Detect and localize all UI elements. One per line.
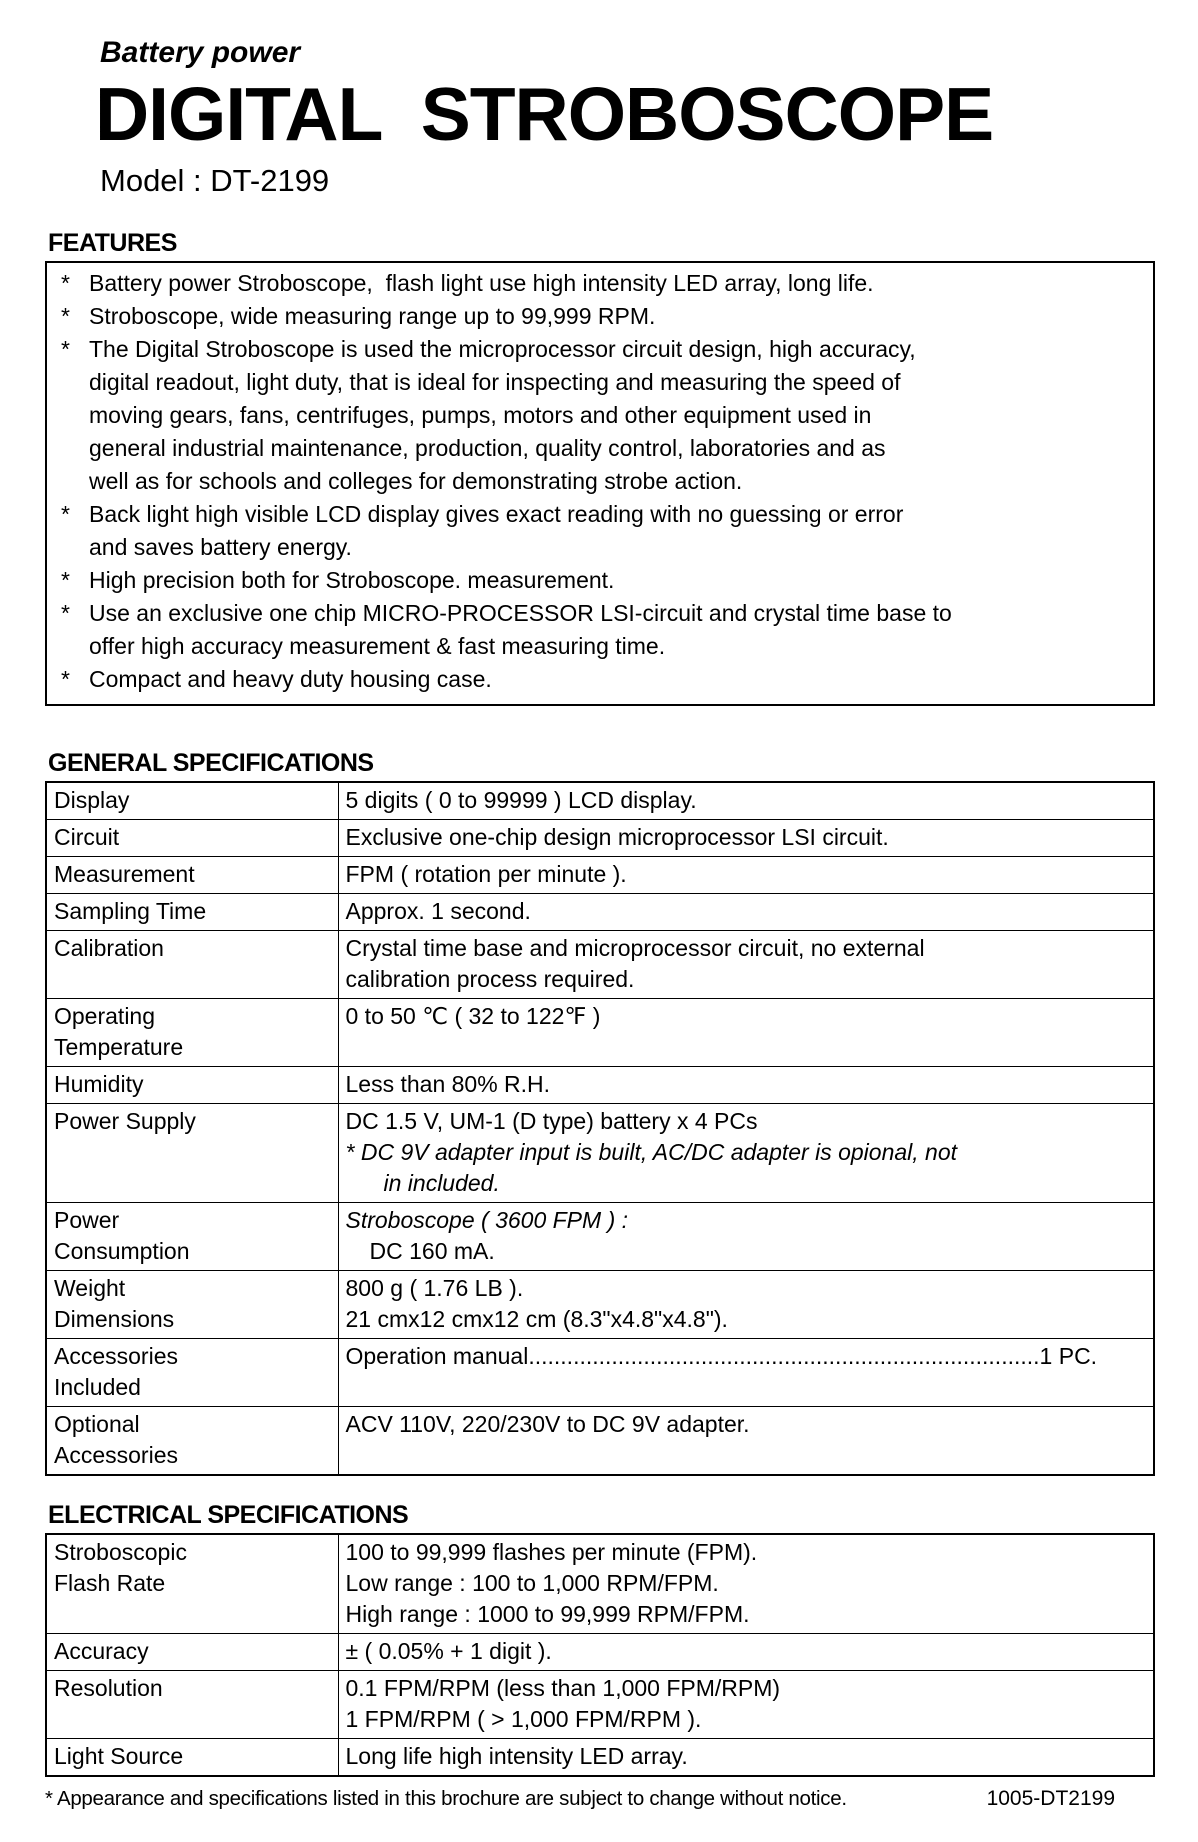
feature-line: Battery power Stroboscope, flash light use high intensity LED array, long life. <box>89 270 874 296</box>
features-box <box>45 261 1155 706</box>
spec-value-cell <box>338 1203 1154 1271</box>
spec-value-line: ± ( 0.05% + 1 digit ). <box>345 1638 552 1664</box>
spec-label-line: Sampling Time <box>54 898 207 924</box>
spec-label-cell <box>46 1203 338 1271</box>
spec-row <box>46 1534 1154 1634</box>
spec-value-line: DC 160 mA. <box>369 1238 495 1264</box>
spec-label-line: Stroboscopic <box>54 1539 187 1565</box>
spec-label-cell <box>46 1671 338 1739</box>
spec-label-cell <box>46 782 338 820</box>
spec-row <box>46 999 1154 1067</box>
feature-line: Use an exclusive one chip MICRO-PROCESSOR LSI-circuit and crystal time base to <box>89 600 952 626</box>
footer <box>45 1786 1155 1812</box>
spec-value-line: 0 to 50 ℃ ( 32 to 122℉ ) <box>345 1003 601 1029</box>
spec-row <box>46 1739 1154 1777</box>
feature-text <box>89 267 1143 300</box>
features-list <box>57 267 1143 696</box>
spec-label-line: Measurement <box>54 861 195 887</box>
feature-line: Compact and heavy duty housing case. <box>89 666 492 692</box>
model-number: Model : DT-2199 <box>100 163 330 198</box>
spec-label-line: Power <box>54 1207 120 1233</box>
spec-value-line: High range : 1000 to 99,999 RPM/FPM. <box>345 1601 750 1627</box>
spec-label-cell <box>46 857 338 894</box>
bullet-asterisk: * <box>61 567 70 593</box>
bullet-asterisk: * <box>61 666 70 692</box>
general-specifications-table <box>45 781 1155 1476</box>
feature-item <box>57 597 1143 663</box>
spec-value-cell <box>338 1271 1154 1339</box>
feature-line: offer high accuracy measurement & fast measuring time. <box>89 633 666 659</box>
spec-row <box>46 782 1154 820</box>
spec-value-line: DC 1.5 V, UM-1 (D type) battery x 4 PCs <box>345 1108 758 1134</box>
bullet-asterisk: * <box>61 501 70 527</box>
footer-disclaimer: * Appearance and specifications listed in this brochure are subject to change without notice. <box>45 1787 847 1810</box>
feature-line: The Digital Stroboscope is used the microprocessor circuit design, high accuracy, <box>89 336 916 362</box>
feature-line: High precision both for Stroboscope. measurement. <box>89 567 615 593</box>
spec-value-cell <box>338 820 1154 857</box>
spec-label-cell <box>46 1067 338 1104</box>
bullet-asterisk: * <box>61 600 70 626</box>
spec-label-line: Weight <box>54 1275 126 1301</box>
spec-value-line: ACV 110V, 220/230V to DC 9V adapter. <box>345 1411 750 1437</box>
spec-value-line: calibration process required. <box>345 966 635 992</box>
spec-value-line: Approx. 1 second. <box>345 898 531 924</box>
feature-item <box>57 300 1143 333</box>
spec-row <box>46 857 1154 894</box>
spec-label-cell <box>46 1407 338 1476</box>
electrical-specifications-table <box>45 1533 1155 1777</box>
tagline: Battery power <box>100 36 301 69</box>
spec-label-line: Operating <box>54 1003 156 1029</box>
feature-text <box>89 564 1143 597</box>
spec-label-line: Humidity <box>54 1071 144 1097</box>
feature-item <box>57 663 1143 696</box>
spec-row <box>46 820 1154 857</box>
spec-label-line: Accessories <box>54 1343 178 1369</box>
bullet-asterisk: * <box>61 336 70 362</box>
footer-document-code: 1005-DT2199 <box>986 1787 1115 1810</box>
electrical-specifications-heading: ELECTRICAL SPECIFICATIONS <box>48 1501 409 1529</box>
spec-label-cell <box>46 1534 338 1634</box>
feature-line: Stroboscope, wide measuring range up to 99,999 RPM. <box>89 303 656 329</box>
spec-label-line: Calibration <box>54 935 164 961</box>
spec-value-line: 1 FPM/RPM ( > 1,000 FPM/RPM ). <box>345 1706 702 1732</box>
spec-label-cell <box>46 820 338 857</box>
spec-value-cell <box>338 999 1154 1067</box>
spec-value-cell <box>338 1104 1154 1203</box>
general-specifications-section <box>45 748 1155 1476</box>
spec-value-line: 5 digits ( 0 to 99999 ) LCD display. <box>345 787 697 813</box>
spec-label-cell <box>46 1634 338 1671</box>
spec-value-line: Crystal time base and microprocessor circuit, no external <box>345 935 925 961</box>
spec-value-cell <box>338 1534 1154 1634</box>
spec-label-cell <box>46 894 338 931</box>
spec-row <box>46 1339 1154 1407</box>
spec-label-cell <box>46 999 338 1067</box>
spec-value-line: FPM ( rotation per minute ). <box>345 861 627 887</box>
spec-row <box>46 1634 1154 1671</box>
spec-label-line: Flash Rate <box>54 1570 166 1596</box>
spec-row <box>46 1407 1154 1476</box>
spec-row <box>46 1203 1154 1271</box>
spec-value-line: 800 g ( 1.76 LB ). <box>345 1275 524 1301</box>
spec-value-cell <box>338 1339 1154 1407</box>
feature-item <box>57 333 1143 498</box>
spec-label-cell <box>46 1271 338 1339</box>
spec-label-line: Temperature <box>54 1034 184 1060</box>
spec-value-cell <box>338 931 1154 999</box>
spec-value-line: in included. <box>383 1170 500 1196</box>
spec-label-line: Display <box>54 787 130 813</box>
spec-value-line: Exclusive one-chip design microprocessor LSI circuit. <box>345 824 889 850</box>
spec-value-line: Less than 80% R.H. <box>345 1071 551 1097</box>
feature-item <box>57 267 1143 300</box>
spec-label-line: Accuracy <box>54 1638 149 1664</box>
spec-value-cell <box>338 1671 1154 1739</box>
bullet-asterisk: * <box>61 270 70 296</box>
spec-value-line: Low range : 100 to 1,000 RPM/FPM. <box>345 1570 719 1596</box>
feature-line: and saves battery energy. <box>89 534 352 560</box>
feature-text <box>89 300 1143 333</box>
electrical-specifications-section <box>45 1500 1155 1777</box>
spec-label-cell <box>46 1339 338 1407</box>
spec-label-line: Consumption <box>54 1238 190 1264</box>
spec-label-line: Accessories <box>54 1442 178 1468</box>
feature-line: Back light high visible LCD display gives exact reading with no guessing or error <box>89 501 904 527</box>
feature-line: digital readout, light duty, that is ideal for inspecting and measuring the speed of <box>89 369 901 395</box>
page-title: DIGITAL STROBOSCOPE <box>95 72 994 156</box>
features-section <box>45 228 1155 706</box>
spec-value-cell <box>338 1739 1154 1777</box>
spec-value-cell <box>338 782 1154 820</box>
spec-value-line: 21 cmx12 cmx12 cm (8.3"x4.8"x4.8"). <box>345 1306 728 1332</box>
spec-value-line: 0.1 FPM/RPM (less than 1,000 FPM/RPM) <box>345 1675 781 1701</box>
bullet-asterisk: * <box>61 303 70 329</box>
spec-value-line: Long life high intensity LED array. <box>345 1743 688 1769</box>
spec-label-cell <box>46 1739 338 1777</box>
spec-label-cell <box>46 1104 338 1203</box>
feature-item <box>57 498 1143 564</box>
spec-label-line: Included <box>54 1374 141 1400</box>
spec-label-line: Circuit <box>54 824 120 850</box>
feature-line: general industrial maintenance, production, quality control, laboratories and as <box>89 435 886 461</box>
feature-text <box>89 333 1143 498</box>
feature-item <box>57 564 1143 597</box>
spec-label-line: Dimensions <box>54 1306 175 1332</box>
spec-row <box>46 1104 1154 1203</box>
spec-row <box>46 1671 1154 1739</box>
spec-value-cell <box>338 894 1154 931</box>
spec-value-cell <box>338 1067 1154 1104</box>
features-heading: FEATURES <box>48 229 177 257</box>
spec-value-line: * DC 9V adapter input is built, AC/DC adapter is opional, not <box>345 1139 958 1165</box>
spec-value-line: Stroboscope ( 3600 FPM ) : <box>345 1207 629 1233</box>
spec-label-cell <box>46 931 338 999</box>
spec-row <box>46 931 1154 999</box>
spec-row <box>46 1067 1154 1104</box>
spec-label-line: Resolution <box>54 1675 163 1701</box>
feature-line: well as for schools and colleges for demonstrating strobe action. <box>89 468 743 494</box>
spec-value-line: Operation manual................................................................................1 PC. <box>345 1343 1098 1369</box>
feature-text <box>89 498 1143 564</box>
feature-text <box>89 597 1143 663</box>
spec-row <box>46 894 1154 931</box>
spec-label-line: Light Source <box>54 1743 184 1769</box>
spec-label-line: Optional <box>54 1411 140 1437</box>
spec-value-line: 100 to 99,999 flashes per minute (FPM). <box>345 1539 758 1565</box>
general-specifications-heading: GENERAL SPECIFICATIONS <box>48 749 374 777</box>
feature-line: moving gears, fans, centrifuges, pumps, motors and other equipment used in <box>89 402 872 428</box>
spec-label-line: Power Supply <box>54 1108 196 1134</box>
feature-text <box>89 663 1143 696</box>
document-header <box>45 34 1155 200</box>
spec-value-cell <box>338 1407 1154 1476</box>
spec-value-cell <box>338 857 1154 894</box>
spec-value-cell <box>338 1634 1154 1671</box>
spec-row <box>46 1271 1154 1339</box>
